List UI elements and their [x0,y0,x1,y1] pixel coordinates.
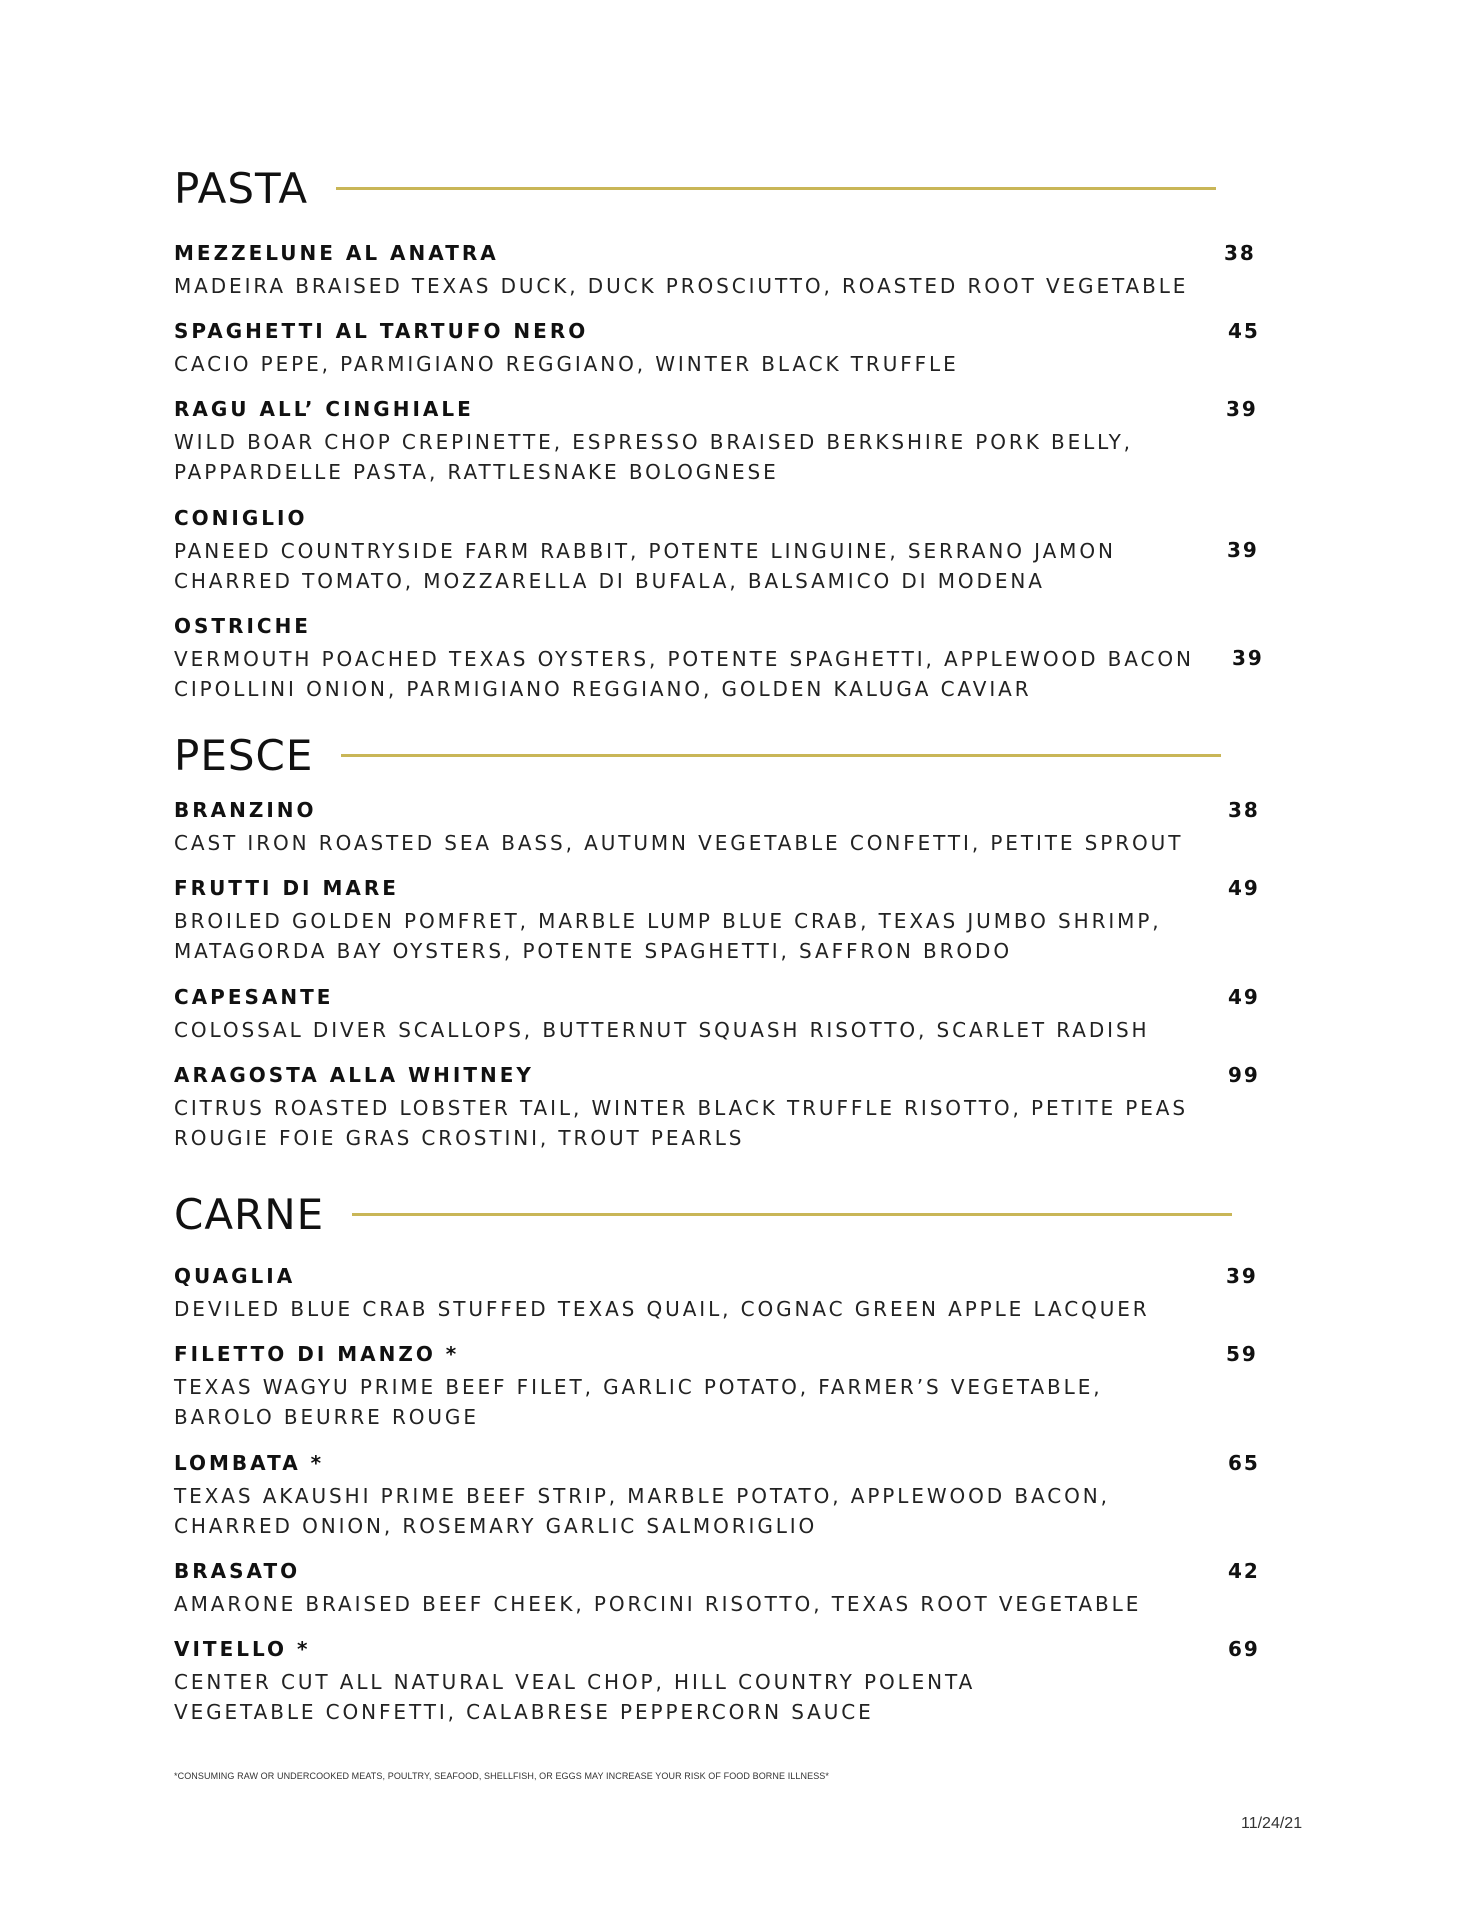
item-name: MEZZELUNE AL ANATRA [174,241,499,265]
item-desc: AMARONE BRAISED BEEF CHEEK, PORCINI RISOTTO, TEXAS ROOT VEGETABLE [174,1592,1142,1616]
item-price: 38 [1224,241,1256,265]
menu-item [174,238,1254,301]
item-price: 69 [1228,1637,1260,1661]
item-name: QUAGLIA [174,1264,296,1288]
item-desc: MADEIRA BRAISED TEXAS DUCK, DUCK PROSCIUTTO, ROASTED ROOT VEGETABLE [174,274,1189,298]
menu-item [174,1634,1260,1727]
item-desc: BROILED GOLDEN POMFRET, MARBLE LUMP BLUE CRAB, TEXAS JUMBO SHRIMP, [174,909,1162,933]
item-name: CAPESANTE [174,985,334,1009]
item-name: CONIGLIO [174,506,308,530]
item-desc: PANEED COUNTRYSIDE FARM RABBIT, POTENTE LINGUINE, SERRANO JAMON [174,539,1116,563]
menu-item [174,795,1260,858]
section-divider [352,1213,1232,1216]
item-desc: CIPOLLINI ONION, PARMIGIANO REGGIANO, GOLDEN KALUGA CAVIAR [174,677,1032,701]
item-desc: ROUGIE FOIE GRAS CROSTINI, TROUT PEARLS [174,1126,745,1150]
item-name: FRUTTI DI MARE [174,876,399,900]
menu-item [174,1261,1258,1324]
item-desc: CENTER CUT ALL NATURAL VEAL CHOP, HILL COUNTRY POLENTA [174,1670,976,1694]
item-price: 99 [1228,1063,1260,1087]
section-carne [174,1184,1260,1724]
food-safety-footnote: *CONSUMING RAW OR UNDERCOOKED MEATS, POULTRY, SEAFOOD, SHELLFISH, OR EGGS MAY INCREASE YOUR RISK OF FOOD BORNE ILLNESS* [174,1771,830,1781]
section-pasta [174,158,1264,701]
item-desc: WILD BOAR CHOP CREPINETTE, ESPRESSO BRAISED BERKSHIRE PORK BELLY, [174,430,1133,454]
item-price: 42 [1228,1559,1260,1583]
item-desc: CHARRED TOMATO, MOZZARELLA DI BUFALA, BALSAMICO DI MODENA [174,569,1045,593]
item-desc: PAPPARDELLE PASTA, RATTLESNAKE BOLOGNESE [174,460,779,484]
item-name: BRANZINO [174,798,317,822]
item-price: 49 [1228,876,1260,900]
section-title: PESCE [174,730,314,780]
item-desc: CAST IRON ROASTED SEA BASS, AUTUMN VEGETABLE CONFETTI, PETITE SPROUT [174,831,1184,855]
item-price: 59 [1226,1342,1258,1366]
item-price: 49 [1228,985,1260,1009]
menu-item [174,1060,1260,1153]
item-desc: COLOSSAL DIVER SCALLOPS, BUTTERNUT SQUASH RISOTTO, SCARLET RADISH [174,1018,1150,1042]
section-header [174,725,1254,785]
item-name: OSTRICHE [174,614,311,638]
menu-item [174,611,1264,704]
item-desc: TEXAS WAGYU PRIME BEEF FILET, GARLIC POTATO, FARMER’S VEGETABLE, [174,1375,1103,1399]
item-desc: CITRUS ROASTED LOBSTER TAIL, WINTER BLACK TRUFFLE RISOTTO, PETITE PEAS [174,1096,1188,1120]
menu-date: 11/24/21 [1241,1815,1303,1832]
section-pesce [174,725,1260,1150]
item-desc: VERMOUTH POACHED TEXAS OYSTERS, POTENTE SPAGHETTI, APPLEWOOD BACON [174,647,1194,671]
menu-item [174,394,1258,487]
item-name: LOMBATA * [174,1451,325,1475]
item-price: 38 [1228,798,1260,822]
section-divider [341,754,1221,757]
menu-item [174,982,1260,1045]
item-desc: MATAGORDA BAY OYSTERS, POTENTE SPAGHETTI, SAFFRON BRODO [174,939,1012,963]
item-desc: DEVILED BLUE CRAB STUFFED TEXAS QUAIL, COGNAC GREEN APPLE LACQUER [174,1297,1150,1321]
menu-item [174,316,1260,379]
item-desc: TEXAS AKAUSHI PRIME BEEF STRIP, MARBLE POTATO, APPLEWOOD BACON, [174,1484,1110,1508]
item-price: 39 [1232,646,1264,670]
section-header [174,1184,1254,1244]
item-price: 45 [1228,319,1260,343]
menu-item [174,1556,1260,1619]
menu-item [174,873,1260,966]
item-name: RAGU ALL’ CINGHIALE [174,397,474,421]
item-price: 65 [1228,1451,1260,1475]
item-name: VITELLO * [174,1637,311,1661]
item-price: 39 [1226,397,1258,421]
menu-item [174,1448,1260,1541]
section-title: CARNE [174,1189,325,1239]
menu-item [174,1339,1258,1432]
item-price: 39 [1226,1264,1258,1288]
section-title: PASTA [174,163,309,213]
item-name: ARAGOSTA ALLA WHITNEY [174,1063,534,1087]
section-header [174,158,1254,218]
item-name: BRASATO [174,1559,301,1583]
item-desc: CHARRED ONION, ROSEMARY GARLIC SALMORIGLIO [174,1514,818,1538]
item-desc: BAROLO BEURRE ROUGE [174,1405,479,1429]
item-desc: VEGETABLE CONFETTI, CALABRESE PEPPERCORN SAUCE [174,1700,874,1724]
item-desc: CACIO PEPE, PARMIGIANO REGGIANO, WINTER BLACK TRUFFLE [174,352,959,376]
item-price: 39 [1227,538,1259,562]
item-name: FILETTO DI MANZO * [174,1342,460,1366]
item-name: SPAGHETTI AL TARTUFO NERO [174,319,589,343]
menu-item [174,503,1259,596]
section-divider [336,187,1216,190]
